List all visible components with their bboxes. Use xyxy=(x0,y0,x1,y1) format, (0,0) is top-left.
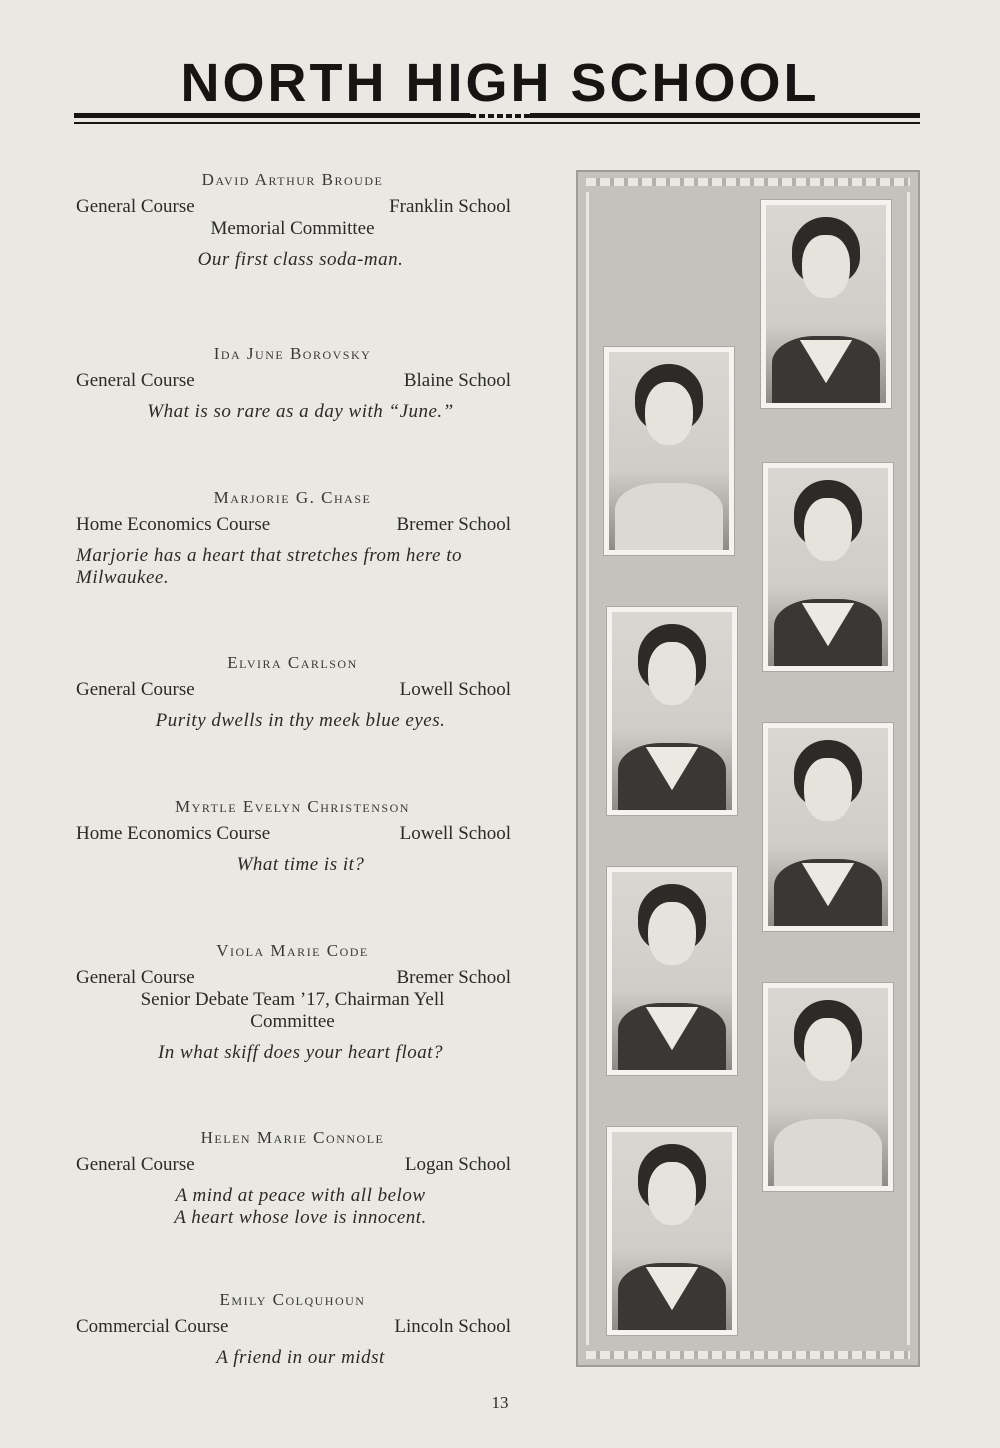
portrait-photo xyxy=(606,866,738,1076)
school: Blaine School xyxy=(403,370,511,391)
senior-entry xyxy=(70,797,515,876)
quote: A mind at peace with all below xyxy=(175,1185,426,1206)
student-name: Emily Colquhoun xyxy=(219,1290,366,1309)
school: Bremer School xyxy=(396,967,511,988)
course-school-row xyxy=(70,823,515,845)
portrait-face xyxy=(648,902,696,965)
course-school-row xyxy=(70,1316,515,1338)
quote: What time is it? xyxy=(236,854,365,875)
course-school-row xyxy=(70,967,515,989)
panel-border-top xyxy=(586,178,910,186)
student-name: Ida June Borovsky xyxy=(213,344,372,363)
portrait-image xyxy=(612,612,732,810)
page-title: NORTH HIGH SCHOOL xyxy=(180,53,820,113)
senior-entry xyxy=(70,170,515,271)
portrait-body xyxy=(615,483,723,550)
senior-entry xyxy=(70,488,515,589)
portrait-face xyxy=(804,758,852,821)
page-number: 13 xyxy=(491,1393,509,1412)
portrait-photo xyxy=(760,199,892,409)
portrait-face xyxy=(645,382,693,445)
portrait-image xyxy=(766,205,886,403)
panel-border-bottom xyxy=(586,1351,910,1359)
course: General Course xyxy=(76,370,195,391)
panel-border-left xyxy=(586,192,589,1345)
portrait-image xyxy=(768,728,888,926)
panel-border-right xyxy=(907,192,910,1345)
quote: Purity dwells in thy meek blue eyes. xyxy=(155,710,446,731)
school: Lowell School xyxy=(399,679,511,700)
quote: A friend in our midst xyxy=(216,1347,385,1368)
course: General Course xyxy=(76,1154,195,1175)
course-school-row xyxy=(70,370,515,392)
portrait-image xyxy=(612,1132,732,1330)
portrait-face xyxy=(804,498,852,561)
title-rule-dots xyxy=(470,114,530,118)
student-name: Viola Marie Code xyxy=(216,941,369,960)
portrait-body xyxy=(774,1119,882,1186)
portrait-photo xyxy=(762,982,894,1192)
senior-entry xyxy=(70,1290,515,1369)
quote: In what skiff does your heart float? xyxy=(157,1042,444,1063)
school: Logan School xyxy=(404,1154,511,1175)
activities: Memorial Committee xyxy=(210,218,375,239)
student-name: David Arthur Broude xyxy=(201,170,384,189)
course-school-row xyxy=(70,679,515,701)
student-name: Elvira Carlson xyxy=(227,653,358,672)
quote: Marjorie has a heart that stretches from here to Milwaukee. xyxy=(76,545,463,588)
portrait-image xyxy=(609,352,729,550)
portrait-face xyxy=(802,235,850,298)
portrait-photo xyxy=(603,346,735,556)
course: General Course xyxy=(76,196,195,217)
portrait-face xyxy=(648,642,696,705)
quote: Our first class soda-man. xyxy=(197,249,404,270)
senior-entry xyxy=(70,941,515,1064)
student-name: Myrtle Evelyn Christenson xyxy=(175,797,410,816)
quote-line-2: A heart whose love is innocent. xyxy=(174,1207,427,1228)
portrait-photo xyxy=(606,1126,738,1336)
course: Commercial Course xyxy=(76,1316,229,1337)
student-name: Marjorie G. Chase xyxy=(213,488,372,507)
portrait-face xyxy=(648,1162,696,1225)
course-school-row xyxy=(70,514,515,536)
portrait-photo xyxy=(606,606,738,816)
student-name: Helen Marie Connole xyxy=(200,1128,385,1147)
senior-entry xyxy=(70,1128,515,1229)
activities: Senior Debate Team ’17, Chairman Yell Committee xyxy=(140,989,445,1032)
quote: What is so rare as a day with “June.” xyxy=(147,401,454,422)
title-rule xyxy=(74,113,470,118)
photo-panel xyxy=(576,170,920,1367)
school: Franklin School xyxy=(389,196,511,217)
course: General Course xyxy=(76,967,195,988)
portrait-image xyxy=(612,872,732,1070)
portrait-image xyxy=(768,468,888,666)
portrait-photo xyxy=(762,722,894,932)
course: Home Economics Course xyxy=(76,823,271,844)
school: Lincoln School xyxy=(394,1316,511,1337)
title-rule-right xyxy=(530,113,920,118)
title-rule-thin xyxy=(74,122,920,124)
portrait-image xyxy=(768,988,888,1186)
school: Lowell School xyxy=(399,823,511,844)
course-school-row xyxy=(70,1154,515,1176)
portrait-photo xyxy=(762,462,894,672)
senior-entry xyxy=(70,653,515,732)
portrait-face xyxy=(804,1018,852,1081)
course: Home Economics Course xyxy=(76,514,271,535)
senior-entry xyxy=(70,344,515,423)
school: Bremer School xyxy=(396,514,511,535)
course-school-row xyxy=(70,196,515,218)
course: General Course xyxy=(76,679,195,700)
